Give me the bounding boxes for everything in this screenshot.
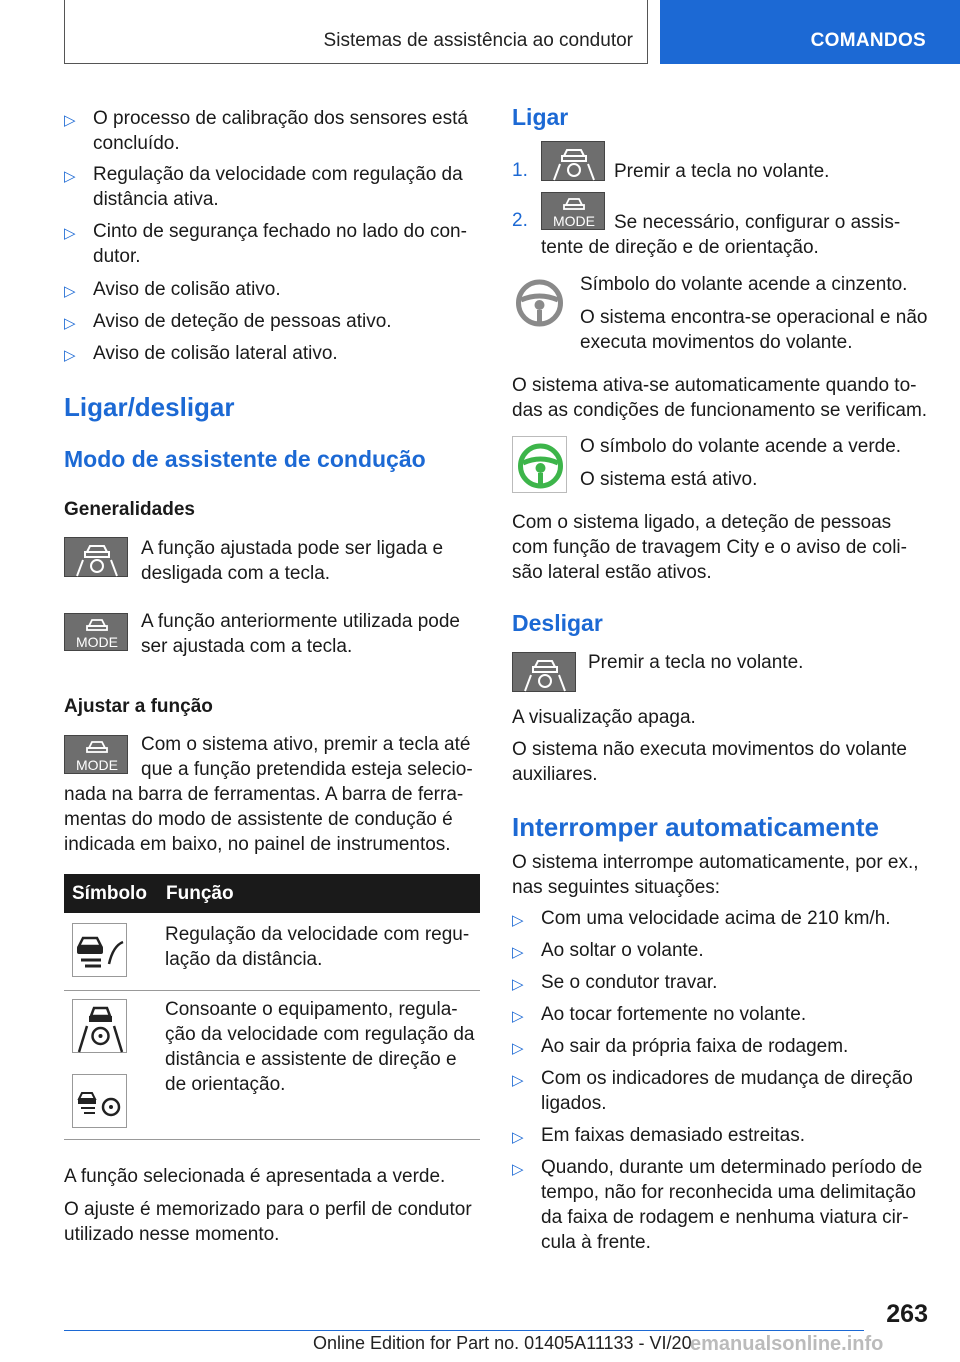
paragraph: Com o sistema ligado, a deteção de pessoas com função de travagem City e o aviso de coli- são lateral estão ativos. <box>512 512 907 583</box>
triangle-bullet-icon: ▷ <box>64 315 76 332</box>
list-item: ▷ Se o condutor travar. <box>512 970 932 995</box>
paragraph: A função ajustada pode ser ligada e desligada com a tecla. <box>141 538 444 584</box>
paragraph: A função selecionada é apresentada a verde. <box>64 1166 446 1187</box>
assist-key-icon <box>64 537 128 577</box>
list-item: ▷ Ao sair da própria faixa de rodagem. <box>512 1034 932 1059</box>
list-item: ▷ Ao tocar fortemente no volante. <box>512 1002 932 1027</box>
assist-key-icon <box>541 141 605 181</box>
triangle-bullet-icon: ▷ <box>512 944 524 961</box>
header-section-title: Sistemas de assistência ao condutor <box>323 30 633 51</box>
assist-key-icon <box>512 652 576 692</box>
list-item: ▷ Aviso de colisão lateral ativo. <box>64 341 474 366</box>
triangle-bullet-icon: ▷ <box>64 225 76 242</box>
mode-key-icon <box>541 192 605 230</box>
paragraph: nada na barra de ferramentas. A barra de ferra- mentas do modo de assistente de condução é indicada em baixo, no painel de instrumentos. <box>64 784 464 855</box>
paragraph: O sistema não executa movimentos do volante auxiliares. <box>512 739 907 785</box>
step-text: Se necessário, configurar o assis- <box>614 212 901 233</box>
heading-ligar-desligar: Ligar/desligar <box>64 392 235 422</box>
list-item: ▷ Regulação da velocidade com regulação da distância ativa. <box>64 164 463 210</box>
list-item: ▷ Cinto de segurança fechado no lado do con- dutor. <box>64 221 467 267</box>
heading-desligar: Desligar <box>512 610 603 636</box>
footer-edition: Online Edition for Part no. 01405A11133 - VI/20 <box>313 1333 692 1353</box>
list-item: ▷ Em faixas demasiado estreitas. <box>512 1123 932 1148</box>
triangle-bullet-icon: ▷ <box>512 1040 524 1057</box>
footer-watermark: emanualsonline.info <box>690 1333 884 1355</box>
steering-assist-icon <box>72 999 127 1053</box>
page-number: 263 <box>886 1300 928 1328</box>
heading-ligar: Ligar <box>512 104 569 130</box>
step-number: 1. <box>512 160 528 181</box>
paragraph: A visualização apaga. <box>512 707 696 728</box>
triangle-bullet-icon: ▷ <box>512 1129 524 1146</box>
paragraph: O símbolo do volante acende a verde. O sistema está ativo. <box>580 436 902 490</box>
table-col-funcao: Função <box>166 883 234 904</box>
paragraph: O sistema ativa-se automaticamente quando to- das as condições de funcionamento se verificam. <box>512 375 928 421</box>
heading-generalidades: Generalidades <box>64 499 195 520</box>
list-item: ▷ Com uma velocidade acima de 210 km/h. <box>512 906 932 931</box>
table-divider <box>64 1139 480 1140</box>
heading-ajustar-funcao: Ajustar a função <box>64 696 213 717</box>
triangle-bullet-icon: ▷ <box>64 168 76 185</box>
footer-rule <box>64 1330 864 1331</box>
mode-key-label: MODE <box>76 634 118 650</box>
heading-interromper: Interromper automaticamente <box>512 812 879 842</box>
triangle-bullet-icon: ▷ <box>512 912 524 929</box>
steering-wheel-grey-icon <box>512 272 567 330</box>
table-divider <box>64 990 480 991</box>
list-item: ▷ Ao soltar o volante. <box>512 938 932 963</box>
step-text: Premir a tecla no volante. <box>614 161 830 182</box>
acc-steering-icon <box>72 1074 127 1128</box>
header-chapter-label: COMANDOS <box>810 30 926 51</box>
header-section-box <box>64 0 648 64</box>
triangle-bullet-icon: ▷ <box>512 1161 524 1178</box>
list-item: ▷ Quando, durante um determinado período de tempo, não for reconhecida uma delimitação da faixa de rodagem e nenhuma viatura cir- cula à frente. <box>512 1157 923 1253</box>
table-cell: Regulação da velocidade com regu- lação da distância. <box>165 924 470 970</box>
paragraph: A função anteriormente utilizada pode ser ajustada com a tecla. <box>141 611 460 657</box>
triangle-bullet-icon: ▷ <box>64 283 76 300</box>
mode-key-label: MODE <box>76 757 118 773</box>
list-item: ▷ Com os indicadores de mudança de direção ligados. <box>512 1068 913 1114</box>
mode-key-icon <box>64 613 128 651</box>
list-item: ▷ Aviso de deteção de pessoas ativo. <box>64 309 474 334</box>
paragraph: Premir a tecla no volante. <box>588 652 804 673</box>
triangle-bullet-icon: ▷ <box>64 112 76 129</box>
list-item: ▷ Aviso de colisão ativo. <box>64 277 474 302</box>
step-number: 2. <box>512 210 528 231</box>
acc-distance-icon <box>72 923 127 977</box>
table-col-simbolo: Símbolo <box>72 883 147 904</box>
triangle-bullet-icon: ▷ <box>512 1072 524 1089</box>
triangle-bullet-icon: ▷ <box>64 347 76 364</box>
table-header <box>64 874 480 913</box>
mode-key-label: MODE <box>553 213 595 229</box>
paragraph: Com o sistema ativo, premir a tecla até que a função pretendida esteja selecio- <box>141 734 473 780</box>
triangle-bullet-icon: ▷ <box>512 976 524 993</box>
paragraph: O ajuste é memorizado para o perfil de condutor utilizado nesse momento. <box>64 1199 472 1245</box>
step-text: tente de direção e de orientação. <box>541 237 819 258</box>
triangle-bullet-icon: ▷ <box>512 1008 524 1025</box>
mode-key-icon <box>64 735 128 774</box>
list-item: ▷ O processo de calibração dos sensores está concluído. <box>64 108 468 154</box>
steering-wheel-green-icon <box>512 436 567 493</box>
paragraph: O sistema interrompe automaticamente, por ex., nas seguintes situações: <box>512 852 919 898</box>
table-cell: Consoante o equipamento, regula- ção da velocidade com regulação da distância e assistente de direção e de orientação. <box>165 999 475 1095</box>
header-chapter-tab <box>660 0 960 64</box>
heading-modo-assistente: Modo de assistente de condução <box>64 446 426 472</box>
paragraph: Símbolo do volante acende a cinzento. O sistema encontra-se operacional e não executa movimentos do volante. <box>580 274 928 353</box>
